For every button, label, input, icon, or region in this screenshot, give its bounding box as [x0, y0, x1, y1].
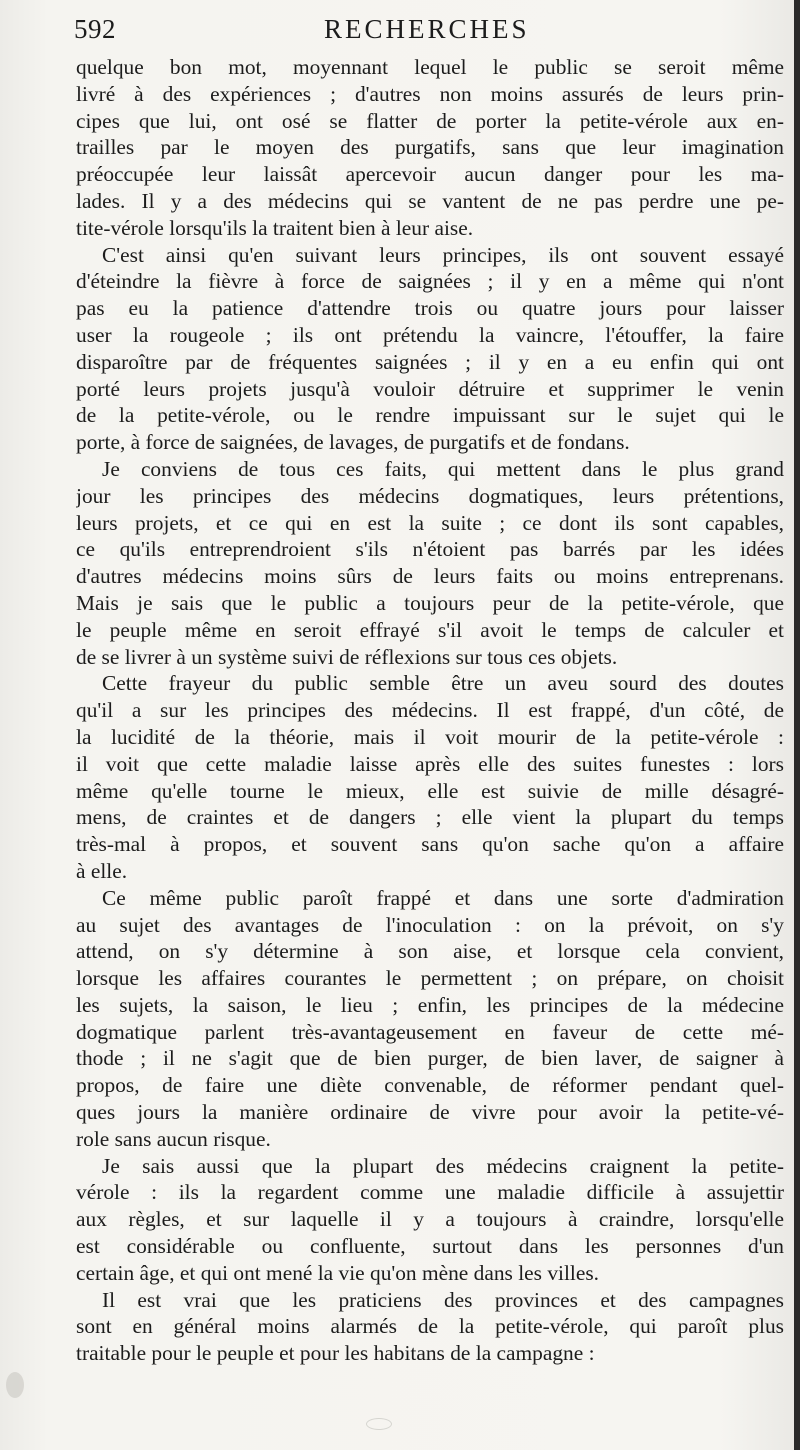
text-line: mens, de craintes et de dangers ; elle vient la plupart du temps — [76, 805, 784, 830]
text-line: jour les principes des médecins dogmatiques, leurs prétentions, — [76, 483, 784, 508]
text-line: cipes que lui, ont osé se flatter de porter la petite-vérole aux en- — [76, 108, 784, 133]
text-line: d'éteindre la fièvre à force de saignées ; il y en a même qui n'ont — [76, 269, 784, 294]
text-line: est considérable ou confluente, surtout dans les personnes d'un — [76, 1234, 784, 1259]
body-text — [76, 54, 784, 1367]
text-line: C'est ainsi qu'en suivant leurs principes, ils ont souvent essayé — [102, 242, 784, 267]
text-line: il voit que cette maladie laisse après elle des suites funestes : lors — [76, 751, 784, 776]
text-line: quelque bon mot, moyennant lequel le public se seroit même — [76, 55, 784, 79]
paragraph — [76, 54, 784, 242]
text-line: user la rougeole ; ils ont prétendu la vaincre, l'étouffer, la faire — [76, 322, 784, 347]
text-line: traitable pour le peuple et pour les habitans de la campagne : — [76, 1341, 595, 1366]
text-line: au sujet des avantages de l'inoculation : on la prévoit, on s'y — [76, 912, 784, 937]
paragraph — [76, 456, 784, 670]
text-line: disparoître par de fréquentes saignées ; il y en a eu enfin qui ont — [76, 349, 784, 374]
text-line: Ce même public paroît frappé et dans une sorte d'admiration — [102, 885, 784, 910]
running-head: RECHERCHES — [324, 14, 530, 44]
text-line: livré à des expériences ; d'autres non moins assurés de leurs prin- — [76, 81, 784, 106]
text-line: porte, à force de saignées, de lavages, de purgatifs et de fondans. — [76, 430, 630, 455]
text-line: tite-vérole lorsqu'ils la traitent bien à leur aise. — [76, 215, 474, 240]
paragraph — [76, 1153, 784, 1287]
text-line: sont en général moins alarmés de la petite-vérole, qui paroît plus — [76, 1314, 784, 1339]
page-number: 592 — [74, 14, 116, 44]
text-line: à elle. — [76, 858, 128, 883]
text-line: certain âge, et qui ont mené la vie qu'on mène dans les villes. — [76, 1260, 600, 1285]
text-line: vérole : ils la regardent comme une maladie difficile à assujettir — [76, 1180, 784, 1205]
text-line: de la petite-vérole, ou le rendre impuissant sur le sujet qui le — [76, 403, 784, 428]
text-line: même qu'elle tourne le mieux, elle est suivie de mille désagré- — [76, 778, 784, 803]
paragraph — [76, 1287, 784, 1367]
paragraph — [76, 885, 784, 1153]
paper-stain — [6, 1372, 24, 1398]
text-line: lades. Il y a des médecins qui se vantent de ne pas perdre une pe- — [76, 188, 784, 213]
text-line: Cette frayeur du public semble être un aveu sourd des doutes — [102, 671, 784, 696]
text-line: pas eu la patience d'attendre trois ou quatre jours pour laisser — [76, 296, 784, 321]
text-line: très-mal à propos, et souvent sans qu'on sache qu'on a affaire — [76, 832, 784, 857]
text-line: Mais je sais que le public a toujours peur de la petite-vérole, que — [76, 590, 784, 615]
text-line: attend, on s'y détermine à son aise, et lorsque cela convient, — [76, 939, 784, 964]
text-line: ce qu'ils entreprendroient s'ils n'étoient pas barrés par les idées — [76, 537, 784, 562]
text-line: leurs projets, et ce qui en est la suite ; ce dont ils sont capables, — [76, 510, 784, 535]
faint-mark — [366, 1418, 392, 1430]
text-line: les sujets, la saison, le lieu ; enfin, les principes de la médecine — [76, 992, 784, 1017]
text-line: lorsque les affaires courantes le permettent ; on prépare, on choisit — [76, 966, 784, 991]
text-line: thode ; il ne s'agit que de bien purger, de bien laver, de saigner à — [76, 1046, 784, 1071]
text-line: la lucidité de la théorie, mais il voit mourir de la petite-vérole : — [76, 724, 784, 749]
text-line: Je conviens de tous ces faits, qui mettent dans le plus grand — [102, 456, 784, 481]
page-edge-shadow — [794, 0, 800, 1450]
text-line: role sans aucun risque. — [76, 1126, 271, 1151]
text-line: d'autres médecins moins sûrs de leurs faits ou moins entreprenans. — [76, 564, 784, 589]
text-line: porté leurs projets jusqu'à vouloir détruire et supprimer le venin — [76, 376, 784, 401]
page-header — [74, 14, 790, 54]
paragraph — [76, 242, 784, 456]
text-line: de se livrer à un système suivi de réflexions sur tous ces objets. — [76, 644, 618, 669]
text-line: propos, de faire une diète convenable, de réformer pendant quel- — [76, 1073, 784, 1098]
text-line: ques jours la manière ordinaire de vivre pour avoir la petite-vé- — [76, 1100, 784, 1125]
text-line: Je sais aussi que la plupart des médecins craignent la petite- — [102, 1153, 784, 1178]
text-line: trailles par le moyen des purgatifs, sans que leur imagination — [76, 135, 784, 160]
text-line: aux règles, et sur laquelle il y a toujours à craindre, lorsqu'elle — [76, 1207, 784, 1232]
text-line: qu'il a sur les principes des médecins. Il est frappé, d'un côté, de — [76, 698, 784, 723]
text-line: le peuple même en seroit effrayé s'il avoit le temps de calculer et — [76, 617, 784, 642]
text-line: Il est vrai que les praticiens des provinces et des campagnes — [102, 1287, 784, 1312]
paragraph — [76, 670, 784, 884]
text-line: dogmatique parlent très-avantageusement en faveur de cette mé- — [76, 1019, 784, 1044]
text-line: préoccupée leur laissât apercevoir aucun danger pour les ma- — [76, 162, 784, 187]
